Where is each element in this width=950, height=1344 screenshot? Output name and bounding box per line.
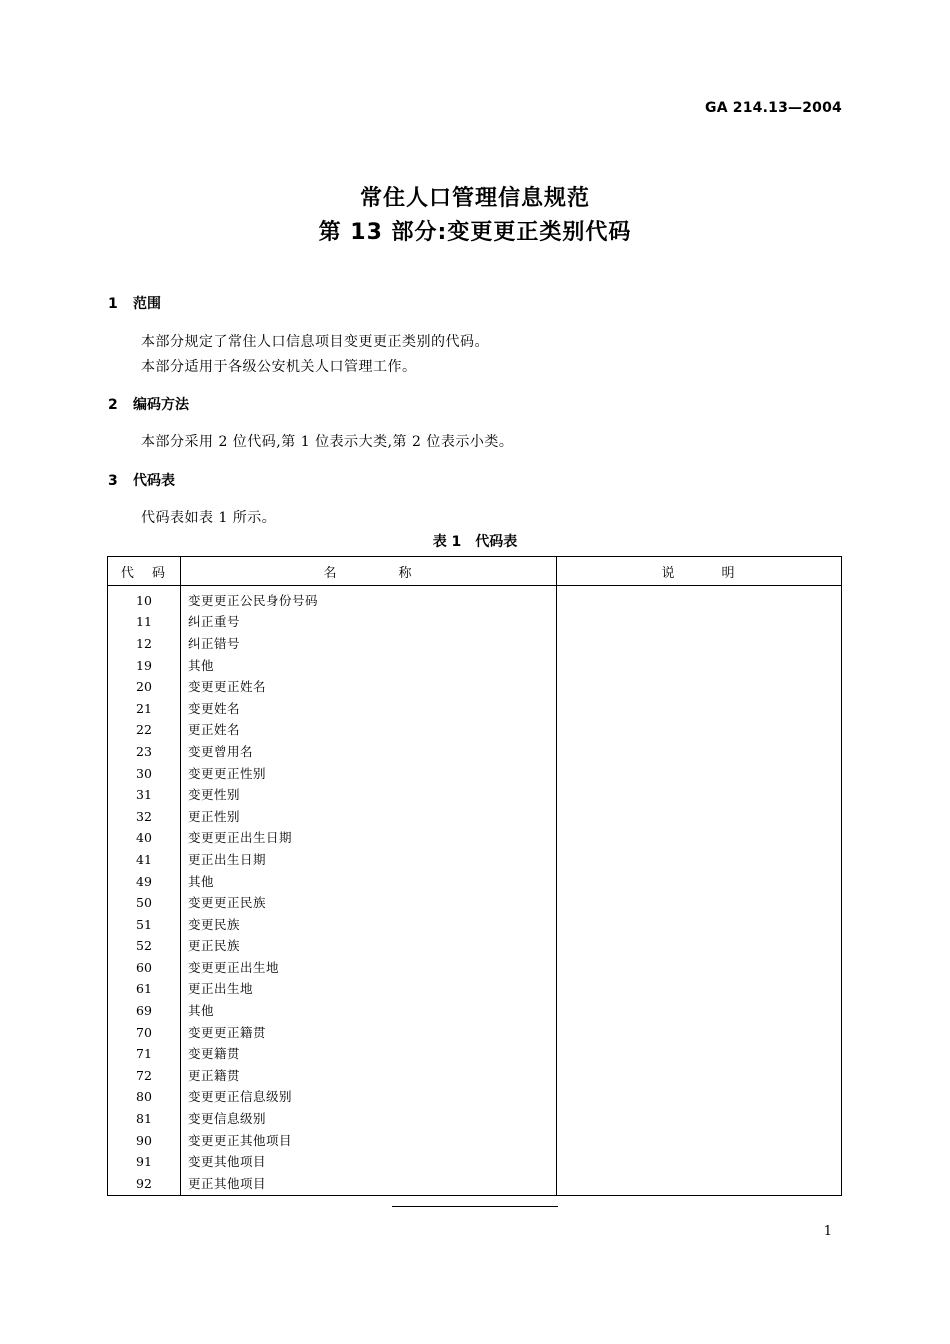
table-row xyxy=(108,1022,842,1044)
name-cell: 变更更正其他项目 xyxy=(181,1130,557,1152)
table-header-row xyxy=(108,557,842,586)
table-row xyxy=(108,586,842,612)
table-row xyxy=(108,1000,842,1022)
table-row xyxy=(108,763,842,785)
code-cell: 11 xyxy=(108,612,181,634)
name-cell: 变更其他项目 xyxy=(181,1151,557,1173)
table-row xyxy=(108,1151,842,1173)
header-code: 代 码 xyxy=(108,557,181,586)
description-cell xyxy=(557,1087,842,1109)
table-body xyxy=(108,586,842,1196)
code-cell: 72 xyxy=(108,1065,181,1087)
description-cell xyxy=(557,892,842,914)
description-cell xyxy=(557,612,842,634)
table-row xyxy=(108,979,842,1001)
section-heading-scope: 1 范围 xyxy=(108,296,161,312)
paragraph: 本部分采用 2 位代码,第 1 位表示大类,第 2 位表示小类。 xyxy=(141,434,514,450)
description-cell xyxy=(557,784,842,806)
table-row xyxy=(108,806,842,828)
code-cell: 50 xyxy=(108,892,181,914)
name-cell: 变更曾用名 xyxy=(181,741,557,763)
standard-code: GA 214.13—2004 xyxy=(705,100,842,116)
code-cell: 69 xyxy=(108,1000,181,1022)
code-cell: 61 xyxy=(108,979,181,1001)
description-cell xyxy=(557,741,842,763)
code-cell: 10 xyxy=(108,586,181,612)
code-cell: 30 xyxy=(108,763,181,785)
name-cell: 变更信息级别 xyxy=(181,1108,557,1130)
table-row xyxy=(108,828,842,850)
table-row xyxy=(108,720,842,742)
name-cell: 变更更正公民身份号码 xyxy=(181,586,557,612)
name-cell: 变更更正信息级别 xyxy=(181,1087,557,1109)
name-cell: 其他 xyxy=(181,1000,557,1022)
code-cell: 40 xyxy=(108,828,181,850)
name-cell: 变更姓名 xyxy=(181,698,557,720)
table-row xyxy=(108,612,842,634)
code-cell: 31 xyxy=(108,784,181,806)
description-cell xyxy=(557,655,842,677)
description-cell xyxy=(557,633,842,655)
description-cell xyxy=(557,979,842,1001)
name-cell: 变更更正籍贯 xyxy=(181,1022,557,1044)
description-cell xyxy=(557,1000,842,1022)
code-cell: 52 xyxy=(108,936,181,958)
code-cell: 90 xyxy=(108,1130,181,1152)
description-cell xyxy=(557,849,842,871)
code-cell: 71 xyxy=(108,1043,181,1065)
table-row xyxy=(108,1065,842,1087)
description-cell xyxy=(557,1173,842,1195)
code-cell: 19 xyxy=(108,655,181,677)
name-cell: 变更民族 xyxy=(181,914,557,936)
table-row xyxy=(108,849,842,871)
code-cell: 91 xyxy=(108,1151,181,1173)
name-cell: 更正性别 xyxy=(181,806,557,828)
description-cell xyxy=(557,1151,842,1173)
section-heading-encoding: 2 编码方法 xyxy=(108,397,189,413)
code-cell: 23 xyxy=(108,741,181,763)
code-cell: 21 xyxy=(108,698,181,720)
table-row xyxy=(108,741,842,763)
section-heading-code-table: 3 代码表 xyxy=(108,473,175,489)
name-cell: 纠正重号 xyxy=(181,612,557,634)
description-cell xyxy=(557,1022,842,1044)
description-cell xyxy=(557,720,842,742)
code-cell: 32 xyxy=(108,806,181,828)
description-cell xyxy=(557,1108,842,1130)
name-cell: 变更更正出生地 xyxy=(181,957,557,979)
table-row xyxy=(108,914,842,936)
table-row xyxy=(108,871,842,893)
document-title: 常住人口管理信息规范 xyxy=(359,186,590,211)
table-row xyxy=(108,936,842,958)
document-subtitle: 第 13 部分:变更更正类别代码 xyxy=(318,220,632,245)
paragraph: 本部分规定了常住人口信息项目变更更正类别的代码。 xyxy=(141,334,489,350)
description-cell xyxy=(557,806,842,828)
name-cell: 变更更正性别 xyxy=(181,763,557,785)
description-cell xyxy=(557,1130,842,1152)
table-row xyxy=(108,957,842,979)
table-row xyxy=(108,1043,842,1065)
code-table xyxy=(107,556,842,1196)
name-cell: 更正姓名 xyxy=(181,720,557,742)
paragraph: 本部分适用于各级公安机关人口管理工作。 xyxy=(141,359,417,375)
description-cell xyxy=(557,936,842,958)
end-rule xyxy=(392,1206,558,1207)
description-cell xyxy=(557,914,842,936)
name-cell: 其他 xyxy=(181,871,557,893)
code-cell: 70 xyxy=(108,1022,181,1044)
code-cell: 81 xyxy=(108,1108,181,1130)
name-cell: 变更更正姓名 xyxy=(181,676,557,698)
table-row xyxy=(108,698,842,720)
name-cell: 变更更正出生日期 xyxy=(181,828,557,850)
code-cell: 51 xyxy=(108,914,181,936)
header-description: 说 明 xyxy=(557,557,842,586)
code-cell: 12 xyxy=(108,633,181,655)
description-cell xyxy=(557,1065,842,1087)
name-cell: 更正出生日期 xyxy=(181,849,557,871)
description-cell xyxy=(557,957,842,979)
description-cell xyxy=(557,698,842,720)
table-row xyxy=(108,1087,842,1109)
paragraph: 代码表如表 1 所示。 xyxy=(141,510,277,526)
table-row xyxy=(108,676,842,698)
name-cell: 更正籍贯 xyxy=(181,1065,557,1087)
table-row xyxy=(108,892,842,914)
name-cell: 纠正错号 xyxy=(181,633,557,655)
table-row xyxy=(108,784,842,806)
description-cell xyxy=(557,828,842,850)
code-cell: 41 xyxy=(108,849,181,871)
description-cell xyxy=(557,1043,842,1065)
name-cell: 更正其他项目 xyxy=(181,1173,557,1195)
code-cell: 22 xyxy=(108,720,181,742)
code-cell: 20 xyxy=(108,676,181,698)
name-cell: 变更籍贯 xyxy=(181,1043,557,1065)
description-cell xyxy=(557,871,842,893)
name-cell: 其他 xyxy=(181,655,557,677)
description-cell xyxy=(557,676,842,698)
page-number: 1 xyxy=(823,1224,832,1239)
table-row xyxy=(108,1108,842,1130)
name-cell: 更正出生地 xyxy=(181,979,557,1001)
table-row xyxy=(108,1130,842,1152)
name-cell: 变更性别 xyxy=(181,784,557,806)
name-cell: 变更更正民族 xyxy=(181,892,557,914)
code-cell: 60 xyxy=(108,957,181,979)
table-row xyxy=(108,655,842,677)
code-cell: 92 xyxy=(108,1173,181,1195)
table-row xyxy=(108,1173,842,1195)
table-caption: 表 1 代码表 xyxy=(432,534,518,550)
header-name: 名 称 xyxy=(181,557,557,586)
code-cell: 49 xyxy=(108,871,181,893)
description-cell xyxy=(557,586,842,612)
code-cell: 80 xyxy=(108,1087,181,1109)
description-cell xyxy=(557,763,842,785)
name-cell: 更正民族 xyxy=(181,936,557,958)
table-row xyxy=(108,633,842,655)
